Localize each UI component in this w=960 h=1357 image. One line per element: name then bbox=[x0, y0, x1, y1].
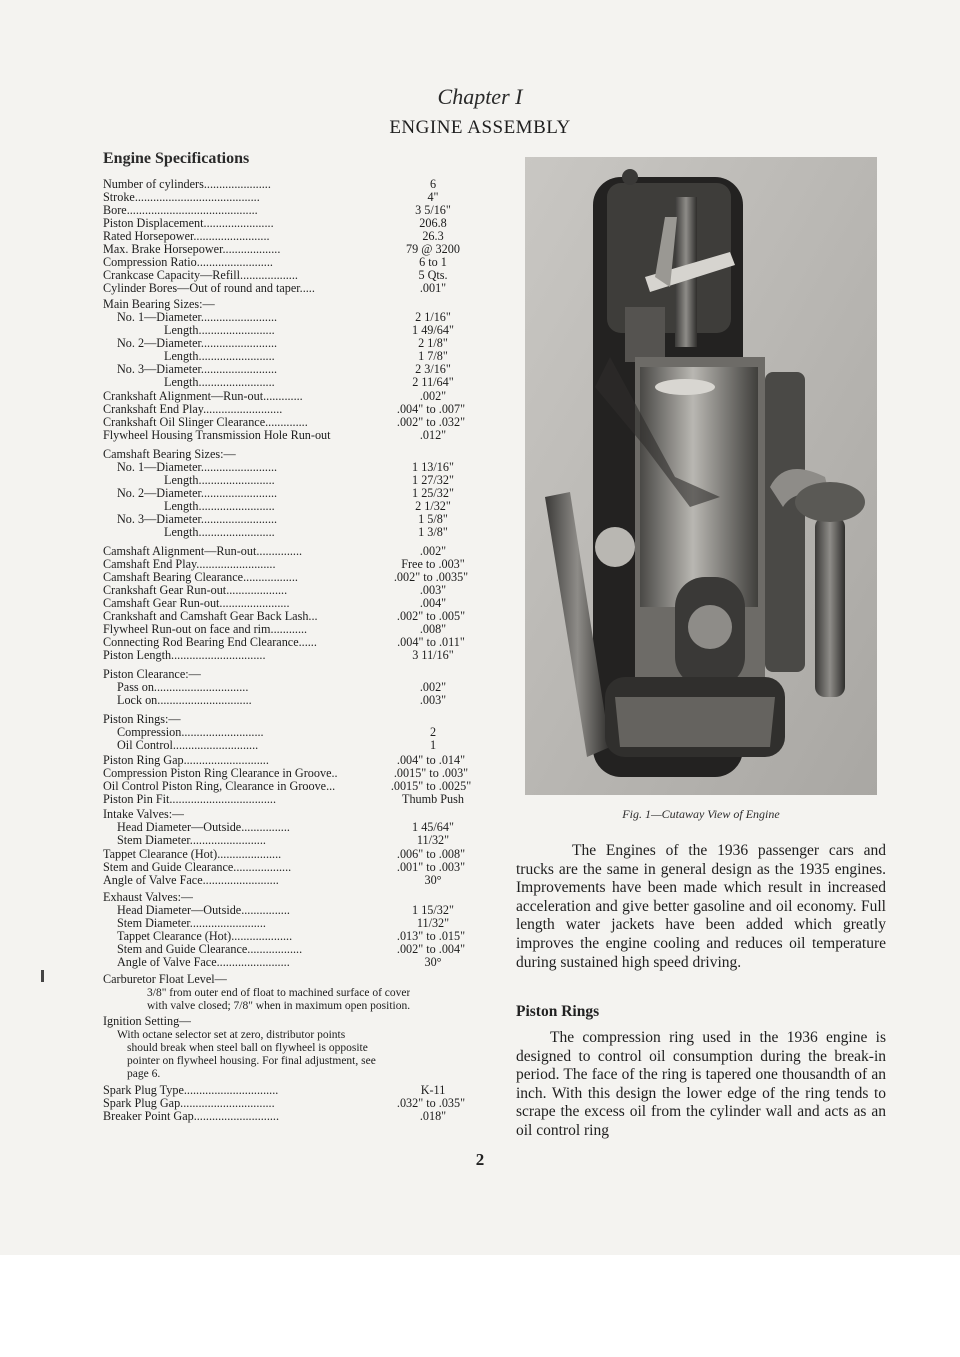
spec-value: .008" bbox=[419, 622, 447, 636]
spec-value: Free to .003" bbox=[401, 557, 465, 571]
spec-label: No. 3—Diameter......................... bbox=[117, 513, 278, 526]
spec-label: Camshaft Bearing Sizes:— bbox=[103, 448, 236, 461]
spec-row bbox=[103, 793, 481, 806]
spec-label: Camshaft End Play.......................... bbox=[103, 558, 276, 571]
spec-label: With octane selector set at zero, distributor points bbox=[117, 1029, 346, 1041]
spec-label: Camshaft Gear Run-out....................... bbox=[103, 597, 290, 610]
spec-label: Crankshaft Oil Slinger Clearance.............. bbox=[103, 416, 308, 429]
spec-value: 1 bbox=[429, 738, 437, 752]
spec-label: with valve closed; 7/8" when in maximum open position. bbox=[147, 1000, 411, 1012]
spec-label: Length......................... bbox=[164, 474, 275, 487]
spec-label: pointer on flywheel housing. For final adjustment, see bbox=[127, 1055, 376, 1067]
spec-value: 1 25/32" bbox=[412, 486, 454, 500]
spec-label: Tappet Clearance (Hot).................... bbox=[117, 930, 293, 943]
spec-value: .002" to .032" bbox=[396, 415, 466, 429]
spec-value: .0015" to .003" bbox=[393, 766, 469, 780]
spec-row bbox=[103, 713, 481, 726]
spec-value: 1 27/32" bbox=[412, 473, 454, 487]
spec-label: Flywheel Run-out on face and rim............ bbox=[103, 623, 308, 636]
spec-label: Crankshaft and Camshaft Gear Back Lash... bbox=[103, 610, 318, 623]
section-heading-piston-rings: Piston Rings bbox=[516, 1003, 600, 1020]
spec-label: No. 3—Diameter......................... bbox=[117, 363, 278, 376]
spec-label: Stem Diameter......................... bbox=[117, 917, 266, 930]
spec-label: Intake Valves:— bbox=[103, 808, 185, 821]
spec-label: Cylinder Bores—Out of round and taper..... bbox=[103, 282, 315, 295]
spec-row bbox=[103, 973, 481, 986]
spec-label: Compression........................... bbox=[117, 726, 264, 739]
scan-mark bbox=[41, 970, 44, 982]
chapter-subtitle: ENGINE ASSEMBLY bbox=[389, 117, 571, 138]
specs-heading: Engine Specifications bbox=[103, 150, 250, 167]
spec-value: 1 15/32" bbox=[412, 903, 454, 917]
spec-row bbox=[103, 739, 481, 752]
spec-row bbox=[103, 376, 481, 389]
spec-value: .004" to .014" bbox=[396, 753, 466, 767]
spec-label: Bore........................................... bbox=[103, 204, 258, 217]
spec-value: K-11 bbox=[420, 1083, 446, 1097]
spec-label: Length......................... bbox=[164, 324, 275, 337]
spec-row bbox=[103, 649, 481, 662]
spec-value: 2 bbox=[429, 725, 437, 739]
spec-value: 26.3 bbox=[422, 229, 444, 243]
spec-value: 5 Qts. bbox=[418, 268, 448, 282]
spec-value: 2 11/64" bbox=[412, 375, 454, 389]
spec-row bbox=[103, 1055, 481, 1068]
spec-label: Piston Length............................... bbox=[103, 649, 266, 662]
spec-value: 1 45/64" bbox=[412, 820, 454, 834]
spec-label: Tappet Clearance (Hot)..................... bbox=[103, 848, 282, 861]
spec-value: 1 5/8" bbox=[418, 512, 448, 526]
spec-row bbox=[103, 694, 481, 707]
spec-label: Length......................... bbox=[164, 376, 275, 389]
spec-value: 206.8 bbox=[419, 216, 447, 230]
spec-value: 6 bbox=[429, 177, 437, 191]
spec-label: Piston Rings:— bbox=[103, 713, 181, 726]
spec-label: Number of cylinders...................... bbox=[103, 178, 271, 191]
spec-label: Head Diameter—Outside................ bbox=[117, 821, 290, 834]
spec-row bbox=[103, 178, 481, 191]
spec-value: 2 3/16" bbox=[415, 362, 451, 376]
spec-value: 2 1/16" bbox=[415, 310, 451, 324]
spec-label: Stem and Guide Clearance................... bbox=[103, 861, 292, 874]
spec-row bbox=[103, 526, 481, 539]
spec-value: .012" bbox=[419, 428, 447, 442]
spec-value: .013" to .015" bbox=[396, 929, 466, 943]
spec-label: Breaker Point Gap............................ bbox=[103, 1110, 280, 1123]
spec-value: .001" bbox=[419, 281, 447, 295]
spec-value: 2 1/32" bbox=[415, 499, 451, 513]
page-number: 2 bbox=[475, 1150, 485, 1169]
spec-label: No. 2—Diameter......................... bbox=[117, 337, 278, 350]
spec-label: Connecting Rod Bearing End Clearance...... bbox=[103, 636, 317, 649]
spec-label: Angle of Valve Face........................ bbox=[117, 956, 290, 969]
spec-row bbox=[103, 956, 481, 969]
spec-label: should break when steel ball on flywheel is opposite bbox=[127, 1042, 368, 1054]
spec-label: Lock on............................... bbox=[117, 694, 252, 707]
spec-label: page 6. bbox=[127, 1068, 161, 1080]
spec-label: Piston Clearance:— bbox=[103, 668, 201, 681]
body-paragraph-piston-rings: The compression ring used in the 1936 engine is designed to control oil consumption during the break-in period. The face of the ring is tapered one thousandth of an inch. With this design the lower edge of the ring tends to scrape the excess oil from the cylinder wall and acts as an oil control ring bbox=[516, 1029, 886, 1139]
spec-label: Stem and Guide Clearance.................. bbox=[117, 943, 303, 956]
spec-label: Compression Ratio......................... bbox=[103, 256, 273, 269]
spec-row bbox=[103, 1015, 481, 1028]
spec-value: 1 3/8" bbox=[418, 525, 448, 539]
spec-label: Piston Displacement....................... bbox=[103, 217, 274, 230]
chapter-title: Chapter I bbox=[437, 84, 523, 109]
spec-value: 79 @ 3200 bbox=[406, 242, 460, 256]
spec-value: 3 5/16" bbox=[415, 203, 451, 217]
spec-value: 2 1/8" bbox=[418, 336, 448, 350]
spec-value: .018" bbox=[419, 1109, 447, 1123]
spec-row bbox=[103, 726, 481, 739]
spec-label: Length......................... bbox=[164, 500, 275, 513]
body-paragraph-intro: The Engines of the 1936 passenger cars and trucks are the same in general design as the 1935 engines. Improvements have been made which result in increased acceleration and give better gasoline and oil economy. Full length water jackets have been added which greatly improves the engine cooling and reduces oil temperature during sustained high speed driving. bbox=[516, 842, 886, 971]
spec-value: 1 7/8" bbox=[418, 349, 448, 363]
spec-value: .002" to .0035" bbox=[393, 570, 469, 584]
spec-value: .032" to .035" bbox=[396, 1096, 466, 1110]
spec-label: Compression Piston Ring Clearance in Groove.. bbox=[103, 767, 338, 780]
spec-label: Crankcase Capacity—Refill................... bbox=[103, 269, 298, 282]
spec-row bbox=[103, 1110, 481, 1123]
spec-value: .002" bbox=[419, 389, 447, 403]
engine-cutaway-figure bbox=[525, 157, 877, 795]
spec-label: Stroke......................................... bbox=[103, 191, 260, 204]
spec-value: .003" bbox=[419, 583, 447, 597]
spec-value: .002" to .005" bbox=[396, 609, 466, 623]
spec-value: 4" bbox=[427, 190, 439, 204]
spec-value: .003" bbox=[419, 693, 447, 707]
spec-row bbox=[103, 282, 481, 295]
spec-label: Camshaft Alignment—Run-out............... bbox=[103, 545, 303, 558]
spec-label: Crankshaft Alignment—Run-out............. bbox=[103, 390, 303, 403]
spec-label: No. 1—Diameter......................... bbox=[117, 311, 278, 324]
spec-label: Main Bearing Sizes:— bbox=[103, 298, 215, 311]
spec-value: .002" bbox=[419, 680, 447, 694]
spec-label: Piston Pin Fit................................... bbox=[103, 793, 277, 806]
spec-label: Camshaft Bearing Clearance.................. bbox=[103, 571, 298, 584]
spec-label: Exhaust Valves:— bbox=[103, 891, 194, 904]
spec-label: Spark Plug Gap............................... bbox=[103, 1097, 275, 1110]
spec-label: Carburetor Float Level— bbox=[103, 973, 227, 986]
spec-value: 11/32" bbox=[416, 916, 450, 930]
spec-label: Max. Brake Horsepower................... bbox=[103, 243, 281, 256]
spec-label: Spark Plug Type............................... bbox=[103, 1084, 279, 1097]
spec-value: 30° bbox=[424, 955, 442, 969]
spec-value: 3 11/16" bbox=[412, 648, 454, 662]
spec-value: 6 to 1 bbox=[419, 255, 447, 269]
spec-label: Piston Ring Gap............................ bbox=[103, 754, 269, 767]
spec-label: Length......................... bbox=[164, 526, 275, 539]
spec-value: 11/32" bbox=[416, 833, 450, 847]
spec-value: .002" to .004" bbox=[396, 942, 466, 956]
spec-row bbox=[103, 1068, 481, 1081]
spec-value: .004" to .007" bbox=[396, 402, 466, 416]
spec-label: Pass on............................... bbox=[117, 681, 249, 694]
spec-label: Oil Control Piston Ring, Clearance in Groove... bbox=[103, 780, 336, 793]
spec-label: Oil Control............................ bbox=[117, 739, 259, 752]
spec-row bbox=[103, 987, 481, 1000]
spec-value: .004" bbox=[419, 596, 447, 610]
spec-row bbox=[103, 1029, 481, 1042]
spec-value: .006" to .008" bbox=[396, 847, 466, 861]
spec-label: Flywheel Housing Transmission Hole Run-out bbox=[103, 429, 331, 442]
spec-label: 3/8" from outer end of float to machined surface of cover bbox=[147, 987, 411, 999]
spec-label: Length......................... bbox=[164, 350, 275, 363]
spec-value: .001" to .003" bbox=[396, 860, 466, 874]
spec-value: 1 49/64" bbox=[412, 323, 454, 337]
spec-label: No. 2—Diameter......................... bbox=[117, 487, 278, 500]
spec-value: .004" to .011" bbox=[397, 635, 465, 649]
spec-value: .002" bbox=[419, 544, 447, 558]
spec-label: Angle of Valve Face......................... bbox=[103, 874, 279, 887]
spec-value: 30° bbox=[424, 873, 442, 887]
spec-row bbox=[103, 1000, 481, 1013]
spec-label: Crankshaft Gear Run-out.................... bbox=[103, 584, 288, 597]
spec-row bbox=[103, 429, 481, 442]
figure-caption: Fig. 1—Cutaway View of Engine bbox=[622, 807, 780, 821]
spec-label: Ignition Setting— bbox=[103, 1015, 192, 1028]
spec-label: Stem Diameter......................... bbox=[117, 834, 266, 847]
spec-value: Thumb Push bbox=[402, 792, 464, 806]
spec-label: Head Diameter—Outside................ bbox=[117, 904, 290, 917]
spec-label: No. 1—Diameter......................... bbox=[117, 461, 278, 474]
spec-row bbox=[103, 874, 481, 887]
spec-label: Crankshaft End Play.......................... bbox=[103, 403, 283, 416]
spec-value: .0015" to .0025" bbox=[390, 779, 472, 793]
spec-value: 1 13/16" bbox=[412, 460, 454, 474]
spec-row bbox=[103, 834, 481, 847]
spec-row bbox=[103, 1042, 481, 1055]
spec-label: Rated Horsepower......................... bbox=[103, 230, 270, 243]
